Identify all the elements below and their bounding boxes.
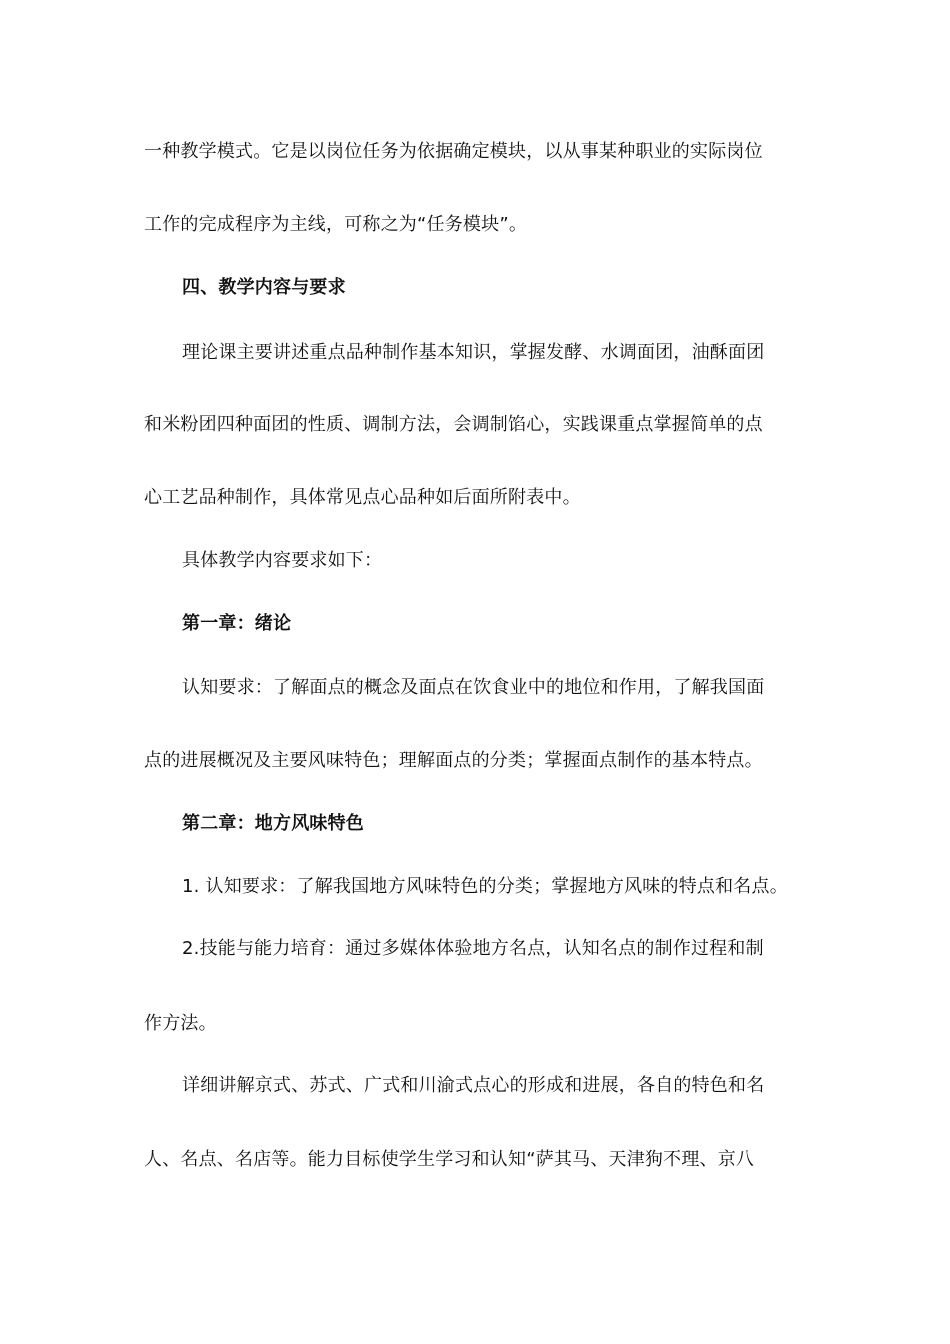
body-text-line: 人、名点、名店等。能力目标使学生学习和认知“萨其马、天津狗不理、京八 [144,1149,755,1170]
chapter-heading: 第一章：绪论 [182,613,292,634]
body-text-line: 理论课主要讲述重点品种制作基本知识，掌握发酵、水调面团，油酥面团 [182,342,765,363]
body-text-line: 工作的完成程序为主线，可称之为“任务模块”。 [144,214,528,235]
body-text-line: 具体教学内容要求如下： [182,550,383,571]
body-text-line: 和米粉团四种面团的性质、调制方法，会调制馅心，实践课重点掌握简单的点 [144,414,763,435]
body-text-line: 点的进展概况及主要风味特色；理解面点的分类；掌握面点制作的基本特点。 [144,750,763,771]
body-text-line: 心工艺品种制作，具体常见点心品种如后面所附表中。 [144,487,581,508]
body-text-line: 认知要求：了解面点的概念及面点在饮食业中的地位和作用，了解我国面 [182,677,765,698]
section-heading: 四、教学内容与要求 [182,277,346,298]
body-text-line: 一种教学模式。它是以岗位任务为依据确定模块，以从事某种职业的实际岗位 [144,141,763,162]
body-text-line: 详细讲解京式、苏式、广式和川渝式点心的形成和进展，各自的特色和名 [182,1075,765,1096]
body-text-line: 作方法。 [144,1013,217,1034]
body-text-line: 2.技能与能力培育：通过多媒体体验地方名点，认知名点的制作过程和制 [182,938,764,959]
chapter-heading: 第二章：地方风味特色 [182,813,364,834]
body-text-line: 1. 认知要求：了解我国地方风味特色的分类；掌握地方风味的特点和名点。 [182,876,788,897]
